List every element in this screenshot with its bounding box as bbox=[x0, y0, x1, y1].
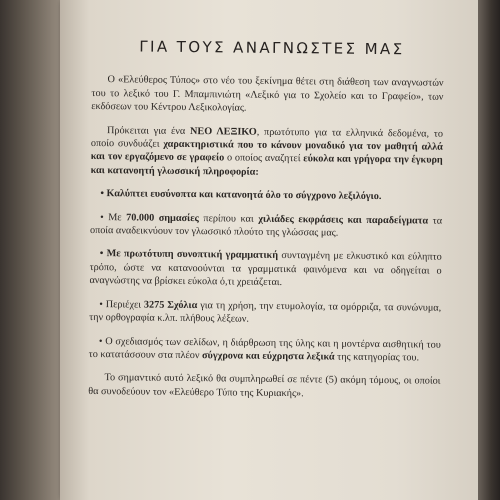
text-run: τα οποία αναδεικνύουν τον γλωσσικό πλούτο της γλώσσας μας. bbox=[89, 215, 443, 239]
bold-run: 3275 Σχόλια bbox=[143, 299, 198, 311]
bold-run: χιλιάδες εκφράσεις και παραδείγματα bbox=[258, 213, 429, 227]
bold-run: σύγχρονα και εύχρηστα λεξικά bbox=[201, 350, 335, 363]
intro-paragraph: Ο «Ελεύθερος Τύπος» στο νέο του ξεκίνημα θέτει στη διάθεση των αναγνωστών του το λεξικό του Γ. Μπαμπινιώτη «Λεξικό για το Σχολείο και το Γραφείο», των εκδόσεων του Κέντρου Λεξικολογίας. bbox=[91, 74, 444, 114]
text-run: • Με bbox=[100, 211, 127, 224]
page-title: ΓΙΑ ΤΟΥΣ ΑΝΑΓΝΩΣΤΕΣ ΜΑΣ bbox=[139, 37, 405, 59]
bullet-grammar bbox=[89, 247, 441, 291]
text-run: για τη χρήση, την ετυμολογία, τα ομόρριζα, τα συνώνυμα, την ορθογραφία κ.λπ. πλήθους λέξεων. bbox=[89, 299, 442, 325]
bold-run: ΝΕΟ ΛΕΞΙΚΟ bbox=[190, 125, 257, 138]
bullet-design bbox=[89, 334, 441, 364]
text-run: συνταγμένη με ελκυστικό και εύληπτο τρόπο, ώστε να κατανοούνται τα γραμματικά φαινόμενα και να οδηγείται ο αναγνώστης να βρίσκει εύκολα ό,τι χρειάζεται. bbox=[89, 250, 442, 289]
page-content bbox=[88, 37, 444, 412]
text-run: περίπου και bbox=[198, 212, 259, 225]
bullet-meanings bbox=[90, 211, 442, 241]
bold-run: χαρακτηριστικά που το κάνουν μοναδικό για τον μαθητή αλλά και τον εργαζόμενο σε γραφείο bbox=[90, 138, 443, 164]
text-run: της κατηγορίας του. bbox=[334, 351, 420, 364]
closing-paragraph: Το σημαντικό αυτό λεξικό θα συμπληρωθεί σε πέντε (5) ακόμη τόμους, οι οποίοι θα συνοδεύουν τον «Ελεύθερο Τύπο της Κυριακής». bbox=[88, 372, 441, 399]
text-run: Πρόκειται για ένα bbox=[106, 124, 191, 137]
bullet-comments bbox=[89, 298, 441, 328]
bold-run: • Με πρωτότυπη συνοπτική γραμματική bbox=[99, 248, 279, 262]
text-run: , πρωτότυπο για τα ελληνικά δεδομένα, το οποίο συνδυάζει bbox=[90, 126, 444, 150]
text-run: • Περιέχει bbox=[99, 298, 145, 311]
page-edge bbox=[478, 0, 500, 500]
bold-run: εύκολα και γρήγορα την έγκυρη και κατανοητή γλωσσική πληροφορία: bbox=[90, 153, 443, 178]
bold-run: • Καλύπτει ευσύνοπτα και κατανοητά όλο το σύγχρονο λεξιλόγιο. bbox=[100, 188, 382, 203]
bold-run: 70.000 σημασίες bbox=[126, 212, 199, 224]
text-run: ο οποίος αναζητεί bbox=[224, 152, 304, 165]
text-run: • Ο σχεδιασμός των σελίδων, η διάρθρωση της ύλης και η μοντέρνα αισθητική του το κατατάσσουν στα πλέον bbox=[88, 335, 441, 362]
bullet-coverage bbox=[90, 187, 442, 204]
description-paragraph bbox=[91, 124, 444, 181]
